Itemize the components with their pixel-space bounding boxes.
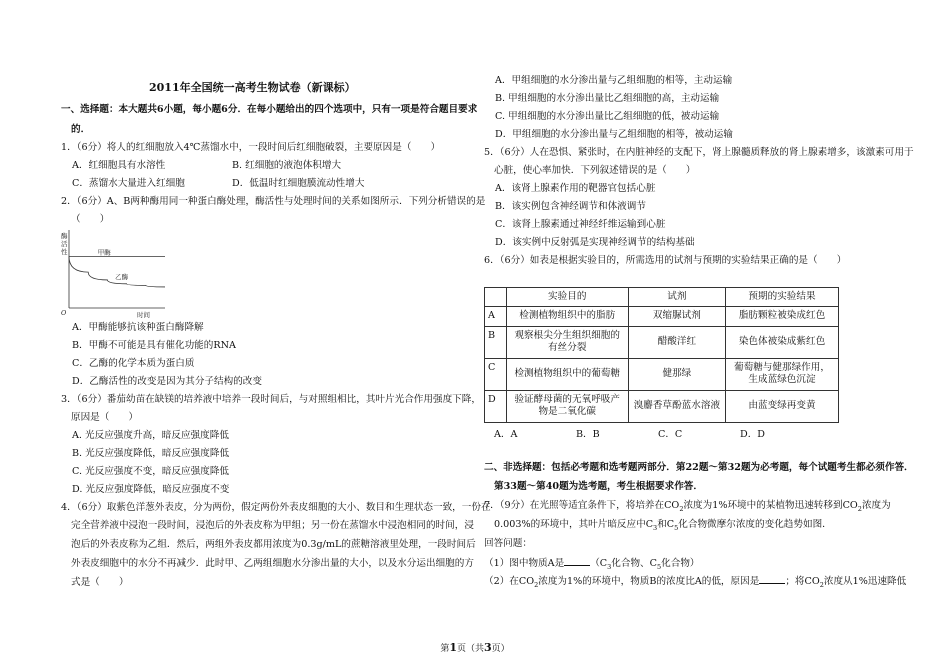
enzyme-activity-chart bbox=[61, 228, 171, 320]
table-cell: A bbox=[485, 307, 507, 326]
page-title: 2011年全国统一高考生物试卷（新课标） bbox=[149, 81, 356, 94]
q4-option-d: D．甲组细胞的水分渗出量与乙组细胞的相等，被动运输 bbox=[495, 129, 733, 140]
answer-blank[interactable] bbox=[759, 574, 785, 584]
experiment-table bbox=[484, 287, 839, 423]
series-line-yi bbox=[69, 257, 165, 287]
q1-option-a: A．红细胞具有水溶性 bbox=[72, 160, 166, 171]
section2-heading: 二、非选择题：包括必考题和选考题两部分．第22题～第32题为必考题，每个试题考生都必须作答． bbox=[484, 462, 914, 473]
page-number: 1 bbox=[449, 641, 457, 654]
q7-sub1: （1）图中物质A是 （$C_3$化合物、$C_5$化合物） bbox=[484, 558, 700, 571]
page-footer: 第1页（共3页） bbox=[440, 641, 510, 654]
q4-stem-line2: 完全营养液中浸泡一段时间，浸泡后的外表皮称为甲组；另一份在蒸馏水中浸泡相同的时间，浸 bbox=[71, 520, 474, 531]
q4-option-c: C. 甲组细胞的水分渗出量比乙组细胞的低，被动运输 bbox=[495, 111, 720, 122]
table-cell: 染色体被染成紫红色 bbox=[726, 326, 839, 358]
q5-option-c: C．该肾上腺素通过神经纤维运输到心脏 bbox=[495, 219, 666, 230]
y-axis-label: 酶 bbox=[61, 232, 68, 240]
table-header-cell bbox=[485, 288, 507, 307]
table-cell: 验证酵母菌的无氧呼吸产物是二氧化碳 bbox=[506, 390, 628, 422]
answer-blank[interactable] bbox=[564, 556, 590, 566]
q1-stem: 1．（6分）将人的红细胞放入4℃蒸馏水中，一段时间后红细胞破裂，主要原因是（ ） bbox=[61, 142, 441, 153]
section2-heading-cont: 第33题～第40题为选考题，考生根据要求作答． bbox=[494, 481, 703, 492]
table-row bbox=[485, 390, 839, 422]
q6-stem: 6．（6分）如表是根据实验目的，所需选用的试剂与预期的实验结果正确的是（ ） bbox=[484, 255, 847, 266]
table-cell: 健那绿 bbox=[628, 358, 725, 390]
q6-option-d: D．D bbox=[740, 429, 765, 440]
table-cell: C bbox=[485, 358, 507, 390]
origin-label: O bbox=[61, 309, 67, 317]
table-header-cell: 试剂 bbox=[628, 288, 725, 307]
table-header-cell: 预期的实验结果 bbox=[726, 288, 839, 307]
q5-option-a: A．该肾上腺素作用的靶器官包括心脏 bbox=[495, 183, 656, 194]
q3-option-c: C. 光反应强度不变，暗反应强度降低 bbox=[72, 466, 230, 477]
section1-heading: 一、选择题：本大题共6小题，每小题6分．在每小题给出的四个选项中，只有一项是符合题目要求 bbox=[61, 104, 478, 115]
table-row bbox=[485, 326, 839, 358]
table-cell: 由蓝变绿再变黄 bbox=[726, 390, 839, 422]
y-axis-label: 性 bbox=[61, 248, 68, 256]
q4-stem-line1: 4．（6分）取紫色洋葱外表皮，分为两份，假定两份外表皮细胞的大小、数目和生理状态一致，一份在 bbox=[61, 502, 491, 513]
q2-option-c: C．乙酶的化学本质为蛋白质 bbox=[72, 358, 195, 369]
q1-option-d: D．低温时红细胞膜流动性增大 bbox=[232, 178, 365, 189]
q2-stem-cont: （ ） bbox=[71, 214, 110, 225]
y-axis-label: 活 bbox=[61, 240, 68, 248]
table-cell: 醋酸洋红 bbox=[628, 326, 725, 358]
q6-option-a: A．A bbox=[494, 429, 518, 440]
section1-heading-cont: 的． bbox=[71, 124, 91, 135]
q5-stem-cont: 心脏，使心率加快．下列叙述错误的是（ ） bbox=[494, 165, 696, 176]
q5-option-d: D．该实例中反射弧是实现神经调节的结构基础 bbox=[495, 237, 695, 248]
table-row bbox=[485, 358, 839, 390]
q4-stem-line5: 式是（ ） bbox=[71, 577, 129, 588]
q3-option-d: D. 光反应强度降低，暗反应强度不变 bbox=[72, 484, 230, 495]
q4-stem-line3: 泡后的外表皮称为乙组．然后，两组外表皮都用浓度为0.3g/mL的蔗糖溶液里处理，一段时间后 bbox=[71, 539, 476, 550]
q3-stem-cont: 原因是（ ） bbox=[71, 412, 139, 423]
q3-option-b: B. 光反应强度降低，暗反应强度降低 bbox=[72, 448, 230, 459]
table-cell: 检测植物组织中的葡萄糖 bbox=[506, 358, 628, 390]
table-cell: 观察根尖分生组织细胞的有丝分裂 bbox=[506, 326, 628, 358]
table-cell: 葡萄糖与健那绿作用，生成蓝绿色沉淀 bbox=[726, 358, 839, 390]
q7-sub2: （2）在$CO_2$浓度为1%的环境中，物质B的浓度比A的低，原因是 ；将$CO_2$浓度从1%迅速降低 bbox=[484, 576, 907, 589]
q3-option-a: A. 光反应强度升高，暗反应强度降低 bbox=[72, 430, 229, 441]
q2-option-d: D．乙酶活性的改变是因为其分子结构的改变 bbox=[72, 376, 262, 387]
table-row bbox=[485, 307, 839, 326]
table-cell: 双缩脲试剂 bbox=[628, 307, 725, 326]
q7-stem-line2: 0.003%的环境中，其叶片暗反应中$C_3$和$C_5$化合物微摩尔浓度的变化趋势如图． bbox=[494, 519, 832, 532]
q1-option-c: C．蒸馏水大量进入红细胞 bbox=[72, 178, 185, 189]
table-cell: 检测植物组织中的脂肪 bbox=[506, 307, 628, 326]
q2-option-b: B．甲酶不可能是具有催化功能的RNA bbox=[72, 340, 236, 351]
table-cell: 脂肪颗粒被染成红色 bbox=[726, 307, 839, 326]
q7-stem-line1: 7．（9分）在光照等适宜条件下，将培养在$CO_2$浓度为1%环境中的某植物迅速转移到$CO_2$浓度为 bbox=[484, 500, 891, 513]
page-total: 3 bbox=[484, 641, 492, 654]
q2-option-a: A．甲酶能够抗该种蛋白酶降解 bbox=[72, 322, 204, 333]
q7-prompt: 回答问题： bbox=[484, 538, 532, 549]
q4-option-b: B. 甲组细胞的水分渗出量比乙组细胞的高，主动运输 bbox=[495, 93, 720, 104]
q5-stem: 5．（6分）人在恐惧、紧张时，在内脏神经的支配下，肾上腺髓质释放的肾上腺素增多，该激素可用于 bbox=[484, 147, 914, 158]
q5-option-b: B．该实例包含神经调节和体液调节 bbox=[495, 201, 646, 212]
q6-option-c: C．C bbox=[658, 429, 683, 440]
series-label: 乙酶 bbox=[115, 272, 129, 281]
q3-stem: 3．（6分）番茄幼苗在缺镁的培养液中培养一段时间后，与对照组相比，其叶片光合作用强度下降， bbox=[61, 394, 481, 405]
q1-option-b: B. 红细胞的液泡体积增大 bbox=[232, 160, 342, 171]
series-label: 甲酶 bbox=[97, 248, 111, 257]
q6-option-b: B．B bbox=[576, 429, 600, 440]
q4-stem-line4: 外表皮细胞中的水分不再减少．此时甲、乙两组细胞水分渗出量的大小，以及水分运出细胞的方 bbox=[71, 558, 474, 569]
table-cell: D bbox=[485, 390, 507, 422]
table-header-cell: 实验目的 bbox=[506, 288, 628, 307]
x-axis-label: 时间 bbox=[137, 311, 150, 319]
table-cell: B bbox=[485, 326, 507, 358]
table-header-row bbox=[485, 288, 839, 307]
table-cell: 溴麝香草酚蓝水溶液 bbox=[628, 390, 725, 422]
q2-stem: 2．（6分）A、B两种酶用同一种蛋白酶处理，酶活性与处理时间的关系如图所示．下列分析错误的是 bbox=[61, 196, 486, 207]
q4-option-a: A．甲组细胞的水分渗出量与乙组细胞的相等，主动运输 bbox=[495, 75, 733, 86]
